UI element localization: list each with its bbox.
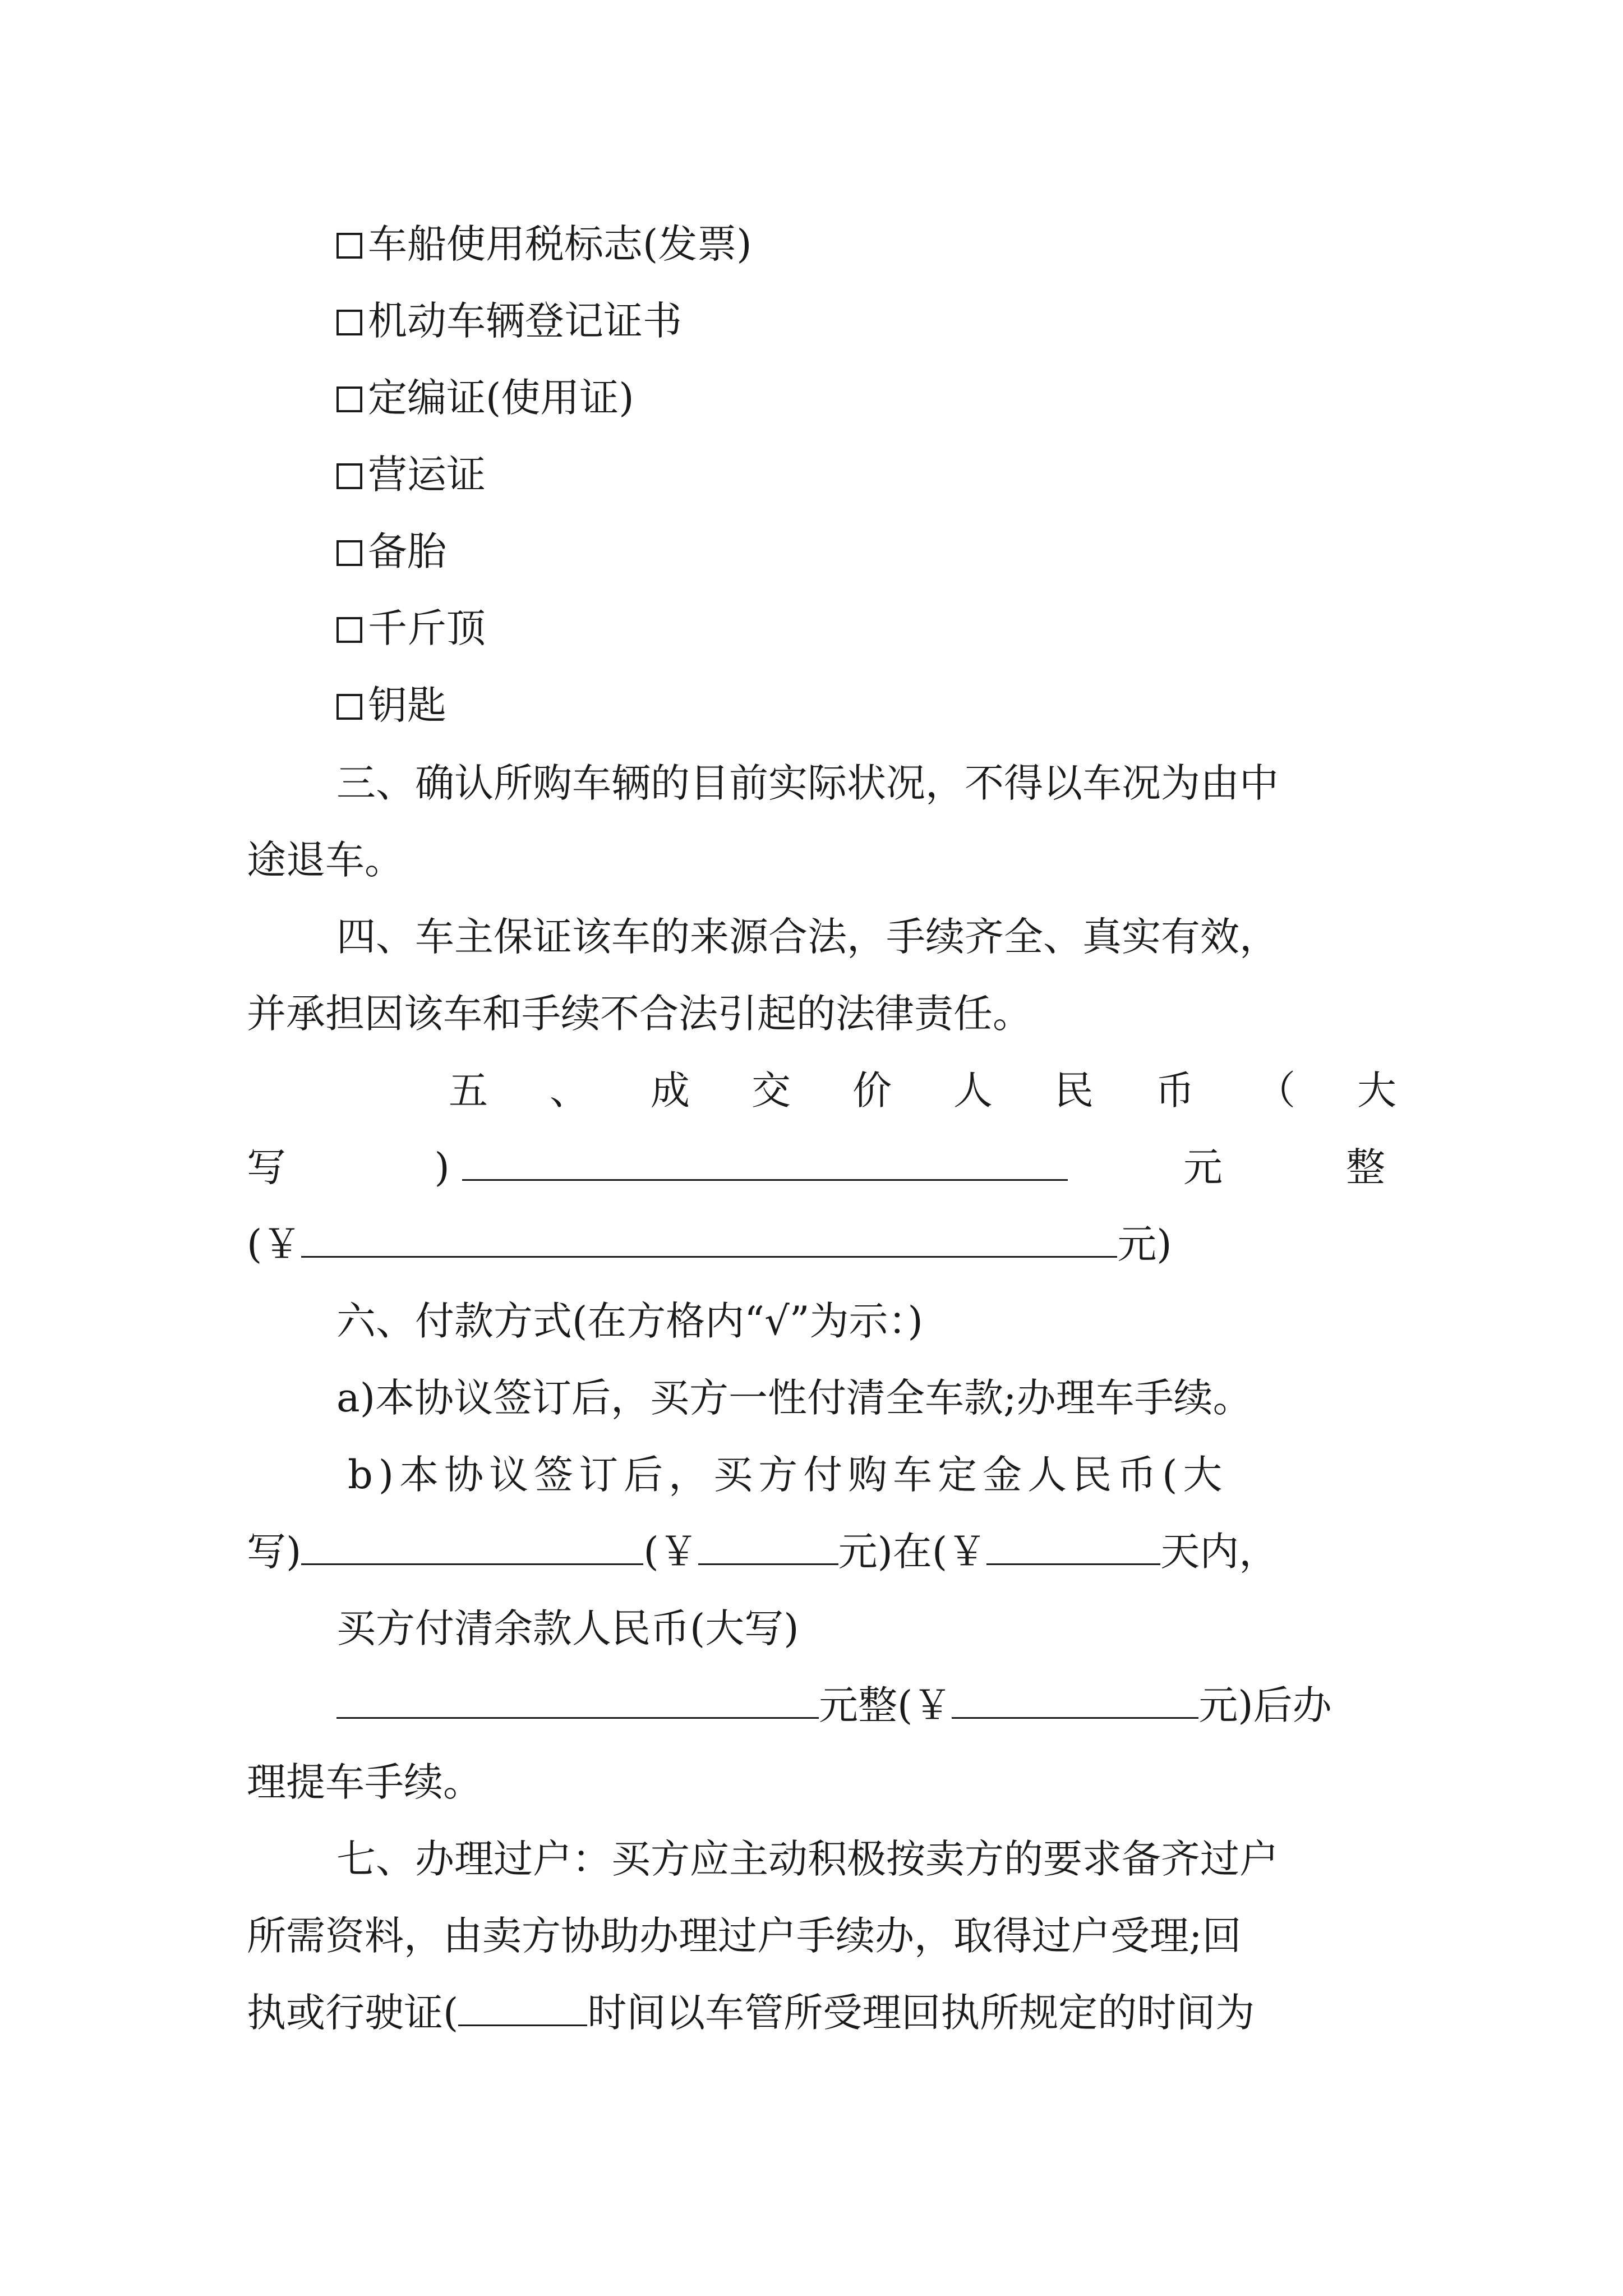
clause-6-option-b-line-4: 元整(￥ 元)后办 (336, 1677, 1332, 1733)
clause-3-line-2: 途退车。 (247, 837, 404, 883)
checklist-item: 定编证(使用证) (336, 370, 634, 426)
clause-5-heading: 五 、 成 交 价 人 民 币 （ 大 (449, 1068, 1396, 1114)
clause-6-option-b-line-1: b)本协议签订后，买方付购车定金人民币(大 (348, 1452, 1228, 1498)
clause-4-line-1: 四、车主保证该车的来源合法，手续齐全、真实有效， (336, 914, 1279, 960)
clause-6-option-b-line-2: 写) (￥ 元)在(￥ 天内， (247, 1529, 1279, 1575)
checkbox-icon[interactable] (336, 463, 362, 489)
checkbox-icon[interactable] (336, 540, 362, 566)
clause-6-title: 六、付款方式(在方格内“√”为示：) (336, 1298, 923, 1344)
deposit-words-blank[interactable] (301, 1529, 643, 1565)
balance-words-blank[interactable] (336, 1682, 819, 1719)
clause-6-option-b-line-3: 买方付清余款人民币(大写) (336, 1605, 799, 1651)
time-blank[interactable] (458, 1990, 587, 2026)
clause-6-option-a: a)本协议签订后，买方一性付清全车款;办理车手续。 (336, 1375, 1252, 1421)
checkbox-icon[interactable] (336, 694, 362, 720)
checklist-item: 备胎 (336, 523, 446, 579)
amount-number-blank[interactable] (301, 1221, 1117, 1258)
balance-number-blank[interactable] (952, 1682, 1198, 1719)
checklist-item: 钥匙 (336, 677, 446, 733)
checkbox-icon[interactable] (336, 233, 362, 259)
clause-4-line-2: 并承担因该车和手续不合法引起的法律责任。 (247, 991, 1032, 1037)
checkbox-icon[interactable] (336, 386, 362, 412)
checklist-item: 千斤顶 (336, 600, 486, 656)
checkbox-icon[interactable] (336, 617, 362, 643)
clause-5-amount-words: 写 ) 元 整 (247, 1144, 1385, 1190)
deposit-number-blank[interactable] (698, 1529, 838, 1565)
clause-5-amount-number: (￥ 元) (247, 1221, 1172, 1267)
clause-7-line-3: 执或行驶证( 时间以车管所受理回执所规定的时间为 (247, 1990, 1255, 2036)
clause-6-option-b-line-5: 理提车手续。 (247, 1759, 482, 1805)
amount-words-blank[interactable] (462, 1144, 1068, 1181)
checklist-item: 机动车辆登记证书 (336, 293, 682, 349)
clause-7-line-2: 所需资料，由卖方协助办理过户手续办，取得过户受理;回 (247, 1913, 1242, 1959)
checklist-item: 车船使用税标志(发票) (336, 216, 752, 272)
checkbox-icon[interactable] (336, 310, 362, 335)
clause-7-line-1: 七、办理过户：买方应主动积极按卖方的要求备齐过户 (336, 1836, 1279, 1882)
clause-3-line-1: 三、确认所购车辆的目前实际状况，不得以车况为由中 (336, 760, 1279, 806)
days-blank[interactable] (986, 1529, 1160, 1565)
checklist-item: 营运证 (336, 447, 486, 503)
